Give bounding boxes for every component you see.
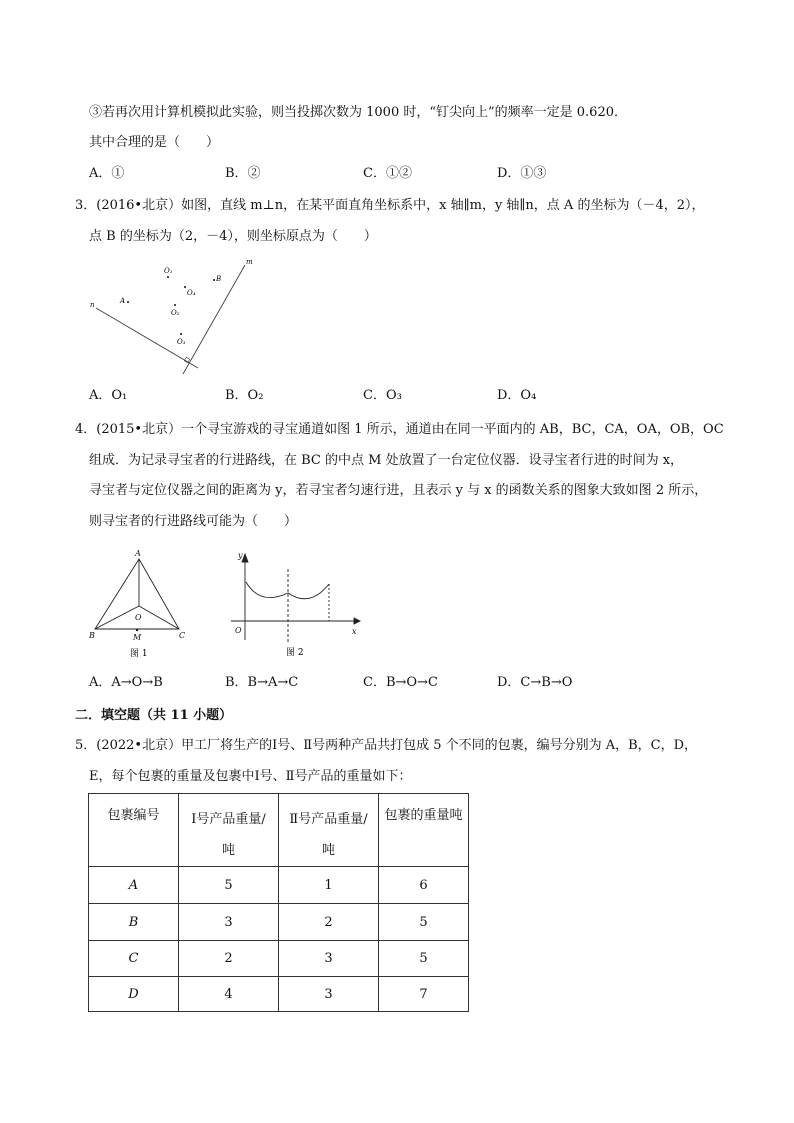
header-text: 包裹编号 bbox=[107, 808, 160, 823]
header-text: 吨 bbox=[321, 843, 335, 858]
q3-figure bbox=[80, 250, 280, 380]
label-b: B bbox=[89, 631, 95, 640]
q3-line1: 3．(2016•北京）如图，直线 m⊥n，在某平面直角坐标系中，x 轴∥m，y 轴∥n，点 A 的坐标为（－4，2）， bbox=[75, 198, 705, 213]
label-o4: O₄ bbox=[187, 289, 196, 297]
q4-line1: 4．(2015•北京）一个寻宝游戏的寻宝通道如图 1 所示，通道由在同一平面内的 AB，BC，CA，OA，OB，OC bbox=[75, 422, 724, 437]
label-y: y bbox=[238, 551, 243, 560]
cell: 6 bbox=[379, 867, 469, 904]
label-o3: O₃ bbox=[177, 338, 186, 346]
q5-line2: E，每个包裹的重量及包裹中Ⅰ号、Ⅱ号产品的重量如下： bbox=[89, 769, 412, 784]
q4-line3: 寻宝者与定位仪器之间的距离为 y，若寻宝者匀速行进，且表示 y 与 x 的函数关系的图象大致如图 2 所示， bbox=[89, 483, 708, 498]
header-text: 吨 bbox=[221, 843, 235, 858]
table-row bbox=[89, 977, 469, 1012]
cell: 2 bbox=[279, 904, 379, 941]
q4-option-d: D．C→B→O bbox=[497, 675, 573, 690]
q2-option-c: C．①② bbox=[363, 166, 412, 181]
cell: 4 bbox=[179, 977, 279, 1012]
q2-option-a: A．① bbox=[89, 166, 125, 181]
cell: A bbox=[128, 877, 139, 893]
cell: 3 bbox=[179, 904, 279, 941]
label-a: A bbox=[135, 549, 141, 558]
header-cell bbox=[279, 794, 379, 867]
table-header-row bbox=[89, 794, 469, 867]
label-origin: O bbox=[235, 626, 242, 635]
cell: 5 bbox=[179, 867, 279, 904]
header-cell bbox=[179, 794, 279, 867]
header-cell bbox=[379, 794, 469, 867]
q4-line2: 组成．为记录寻宝者的行进路线，在 BC 的中点 M 处放置了一台定位仪器．设寻宝者行进的时间为 x， bbox=[89, 453, 684, 468]
point-o4 bbox=[184, 286, 186, 288]
figure-2-caption: 图 2 bbox=[286, 648, 304, 658]
label-o1: O₁ bbox=[164, 267, 173, 275]
cell: 5 bbox=[379, 941, 469, 977]
q2-prompt: 其中合理的是（ ） bbox=[89, 135, 220, 150]
table-row bbox=[89, 867, 469, 904]
q2-option-b: B．② bbox=[225, 166, 261, 181]
table-row bbox=[89, 941, 469, 977]
header-text: Ⅰ号产品重量/ bbox=[191, 812, 266, 827]
package-table bbox=[88, 793, 469, 1012]
cell: D bbox=[128, 986, 139, 1002]
q4-option-c: C．B→O→C bbox=[363, 675, 438, 690]
header-cell bbox=[89, 794, 179, 867]
cell: B bbox=[128, 914, 139, 930]
figure-1-caption: 图 1 bbox=[130, 649, 148, 659]
q2-item3: ③若再次用计算机模拟此实验，则当投掷次数为 1000 时，“钉尖向上”的频率一定是 0.620． bbox=[89, 105, 627, 120]
table-row bbox=[89, 904, 469, 941]
point-m bbox=[136, 629, 138, 631]
header-text: Ⅱ号产品重量/ bbox=[289, 812, 368, 827]
label-x: x bbox=[352, 627, 357, 636]
label-b: B bbox=[216, 275, 222, 283]
header-text: 包裹的重量吨 bbox=[384, 808, 463, 823]
label-a: A bbox=[120, 297, 126, 305]
q2-option-d: D．①③ bbox=[497, 166, 547, 181]
q3-option-b: B．O₂ bbox=[225, 388, 264, 403]
q5-line1: 5．(2022•北京）甲工厂将生产的Ⅰ号、Ⅱ号两种产品共打包成 5 个不同的包裹，编号分别为 A，B，C，D， bbox=[75, 738, 698, 753]
cell: 5 bbox=[379, 904, 469, 941]
q3-option-d: D．O₄ bbox=[497, 388, 537, 403]
point-b bbox=[213, 279, 215, 281]
point-o1 bbox=[167, 276, 169, 278]
point-o3 bbox=[180, 333, 182, 335]
q3-option-c: C．O₃ bbox=[363, 388, 402, 403]
cell: 1 bbox=[279, 867, 379, 904]
q4-option-a: A．A→O→B bbox=[89, 675, 163, 690]
label-n: n bbox=[90, 301, 95, 309]
line-m bbox=[183, 265, 245, 374]
q4-figures bbox=[80, 540, 380, 670]
q4-option-b: B．B→A→C bbox=[225, 675, 299, 690]
q3-option-a: A．O₁ bbox=[89, 388, 128, 403]
point-a bbox=[127, 301, 129, 303]
cell: 3 bbox=[279, 941, 379, 977]
cell: C bbox=[128, 951, 139, 966]
label-m: M bbox=[133, 633, 142, 642]
cell: 7 bbox=[379, 977, 469, 1012]
label-o: O bbox=[135, 613, 142, 622]
cell: 3 bbox=[279, 977, 379, 1012]
section-title: 二．填空题（共 11 小题） bbox=[75, 708, 233, 723]
figure-2 bbox=[231, 554, 360, 643]
point-o2 bbox=[174, 304, 176, 306]
label-o2: O₂ bbox=[171, 309, 180, 317]
label-m: m bbox=[246, 258, 253, 266]
cell: 2 bbox=[179, 941, 279, 977]
label-c: C bbox=[179, 631, 186, 640]
q4-line4: 则寻宝者的行进路线可能为（ ） bbox=[89, 514, 298, 529]
q3-line2: 点 B 的坐标为（2，－4），则坐标原点为（ ） bbox=[89, 229, 377, 244]
